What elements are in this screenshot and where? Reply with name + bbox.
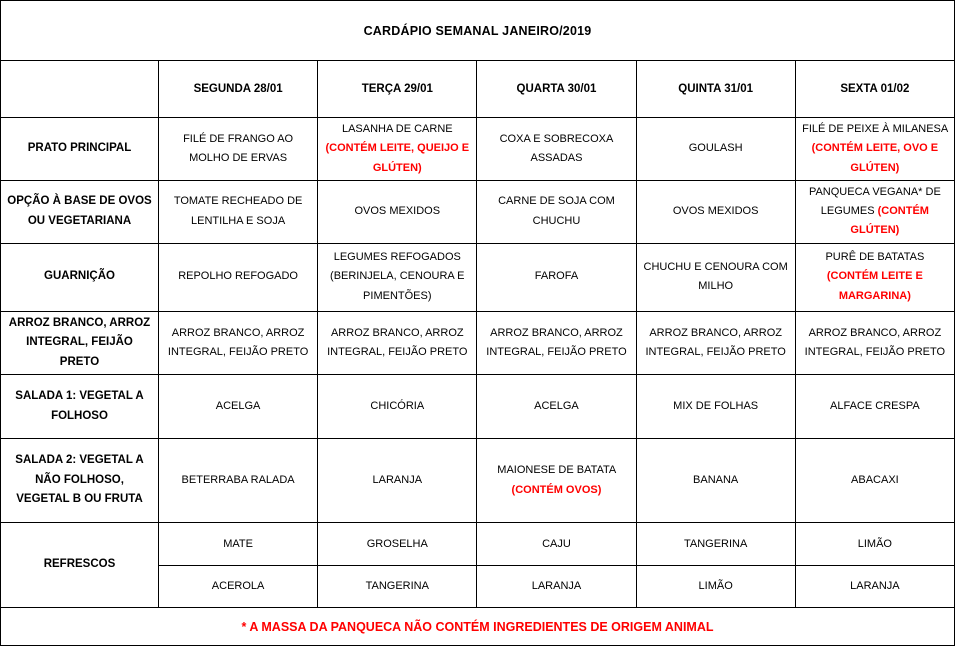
- menu-cell: [795, 180, 954, 243]
- menu-cell: [159, 180, 318, 243]
- menu-cell: [636, 311, 795, 375]
- row-header-prato-principal: PRATO PRINCIPAL: [1, 118, 159, 181]
- table-row-refrescos-1: [1, 523, 955, 566]
- menu-item-text: FILÉ DE PEIXE À MILANESA: [802, 123, 948, 135]
- menu-cell: [795, 118, 954, 181]
- day-header-quinta: QUINTA 31/01: [636, 61, 795, 118]
- row-header-salada-2: SALADA 2: VEGETAL A NÃO FOLHOSO, VEGETAL B OU FRUTA: [1, 439, 159, 523]
- menu-cell: LARANJA: [477, 566, 636, 608]
- row-header-guarnicao: GUARNIÇÃO: [1, 243, 159, 311]
- menu-item-text: LARANJA: [372, 474, 423, 487]
- allergen-note: (CONTÉM LEITE, QUEIJO E GLÚTEN): [325, 142, 470, 174]
- menu-cell: LIMÃO: [636, 566, 795, 608]
- corner-cell: [1, 61, 159, 118]
- row-header-opcao-vegetariana: OPÇÃO À BASE DE OVOS OU VEGETARIANA: [1, 180, 159, 243]
- menu-cell: [318, 180, 477, 243]
- table-row-opcao-vegetariana: [1, 180, 955, 243]
- menu-cell: [318, 375, 477, 439]
- menu-item-text: ARROZ BRANCO, ARROZ INTEGRAL, FEIJÃO PRETO: [804, 326, 946, 358]
- menu-cell: TANGERINA: [636, 523, 795, 566]
- menu-item-text: FILÉ DE FRANGO AO MOLHO DE ERVAS: [183, 132, 294, 164]
- menu-item-text: ARROZ BRANCO, ARROZ INTEGRAL, FEIJÃO PRETO: [486, 326, 627, 358]
- day-header-row: [1, 61, 955, 118]
- menu-item-text: LASANHA DE CARNE: [341, 123, 453, 135]
- table-row-arroz-feijao: [1, 311, 955, 375]
- menu-cell: [636, 243, 795, 311]
- menu-cell: [318, 118, 477, 181]
- menu-item-text: PURÊ DE BATATAS: [825, 251, 925, 264]
- table-row-guarnicao: [1, 243, 955, 311]
- menu-cell: [159, 375, 318, 439]
- menu-cell: [318, 311, 477, 375]
- menu-cell: GROSELHA: [318, 523, 477, 566]
- title-row: [1, 1, 955, 61]
- footnote: * A MASSA DA PANQUECA NÃO CONTÉM INGREDIENTES DE ORIGEM ANIMAL: [1, 608, 955, 646]
- row-header-salada-1: SALADA 1: VEGETAL A FOLHOSO: [1, 375, 159, 439]
- menu-cell: [636, 439, 795, 523]
- menu-cell: [477, 118, 636, 181]
- menu-item-text: ACELGA: [215, 400, 261, 413]
- menu-item-text: LEGUMES REFOGADOS (BERINJELA, CENOURA E PIMENTÕES): [330, 251, 465, 302]
- table-row-salada-2: [1, 439, 955, 523]
- day-header-sexta: SEXTA 01/02: [795, 61, 954, 118]
- menu-item-text: BANANA: [693, 474, 739, 487]
- day-header-terca: TERÇA 29/01: [318, 61, 477, 118]
- menu-cell: [795, 375, 954, 439]
- menu-item-text: MAIONESE DE BATATA: [497, 464, 616, 477]
- menu-cell: [795, 311, 954, 375]
- day-header-segunda: SEGUNDA 28/01: [159, 61, 318, 118]
- menu-item-text: REPOLHO REFOGADO: [178, 270, 298, 283]
- footnote-row: [1, 608, 955, 646]
- allergen-note: (CONTÉM LEITE E MARGARINA): [826, 270, 923, 302]
- menu-item-text: CHICÓRIA: [370, 400, 425, 413]
- menu-item-text: GOULASH: [688, 142, 743, 155]
- menu-item-text: OVOS MEXIDOS: [672, 205, 759, 217]
- menu-cell: [477, 375, 636, 439]
- row-header-refrescos: REFRESCOS: [1, 523, 159, 608]
- menu-cell: [318, 243, 477, 311]
- menu-item-text: MIX DE FOLHAS: [673, 400, 759, 413]
- menu-item-text: COXA E SOBRECOXA ASSADAS: [499, 132, 614, 164]
- menu-item-text: TOMATE RECHEADO DE LENTILHA E SOJA: [173, 195, 303, 227]
- menu-cell: [318, 439, 477, 523]
- menu-item-text: PANQUECA VEGANA* DE LEGUMES: [808, 185, 941, 217]
- menu-item-text: OVOS MEXIDOS: [354, 205, 441, 217]
- table-row-prato-principal: [1, 118, 955, 181]
- menu-item-text: FAROFA: [534, 270, 579, 283]
- menu-cell: [159, 311, 318, 375]
- menu-item-text: CHUCHU E CENOURA COM MILHO: [643, 260, 788, 292]
- menu-cell: CAJU: [477, 523, 636, 566]
- menu-cell: [477, 311, 636, 375]
- menu-cell: [477, 243, 636, 311]
- menu-item-text: ALFACE CRESPA: [830, 400, 920, 413]
- menu-cell: ACEROLA: [159, 566, 318, 608]
- day-header-quarta: QUARTA 30/01: [477, 61, 636, 118]
- page-title: CARDÁPIO SEMANAL JANEIRO/2019: [1, 1, 955, 61]
- row-header-arroz-feijao: ARROZ BRANCO, ARROZ INTEGRAL, FEIJÃO PRETO: [1, 311, 159, 375]
- menu-cell: [477, 180, 636, 243]
- menu-item-text: ACELGA: [534, 400, 579, 413]
- menu-item-text: BETERRABA RALADA: [181, 474, 295, 487]
- menu-cell: [795, 243, 954, 311]
- table-row-salada-1: [1, 375, 955, 439]
- menu-item-text: ABACAXI: [851, 474, 899, 487]
- menu-cell: LIMÃO: [795, 523, 954, 566]
- menu-item-text: ARROZ BRANCO, ARROZ INTEGRAL, FEIJÃO PRETO: [327, 326, 468, 358]
- menu-cell: MATE: [159, 523, 318, 566]
- menu-cell: [159, 118, 318, 181]
- menu-item-text: ARROZ BRANCO, ARROZ INTEGRAL, FEIJÃO PRETO: [167, 326, 309, 358]
- allergen-note: (CONTÉM OVOS): [511, 483, 602, 496]
- menu-cell: [636, 118, 795, 181]
- menu-item-text: ARROZ BRANCO, ARROZ INTEGRAL, FEIJÃO PRETO: [645, 326, 786, 358]
- menu-cell: [477, 439, 636, 523]
- menu-cell: [636, 375, 795, 439]
- menu-cell: [159, 243, 318, 311]
- menu-cell: LARANJA: [795, 566, 954, 608]
- menu-cell: [159, 439, 318, 523]
- menu-cell: [636, 180, 795, 243]
- menu-item-text: CARNE DE SOJA COM CHUCHU: [498, 195, 615, 227]
- allergen-note: (CONTÉM GLÚTEN): [850, 205, 929, 237]
- menu-cell: [795, 439, 954, 523]
- allergen-note: (CONTÉM LEITE, OVO E GLÚTEN): [811, 142, 939, 174]
- menu-cell: TANGERINA: [318, 566, 477, 608]
